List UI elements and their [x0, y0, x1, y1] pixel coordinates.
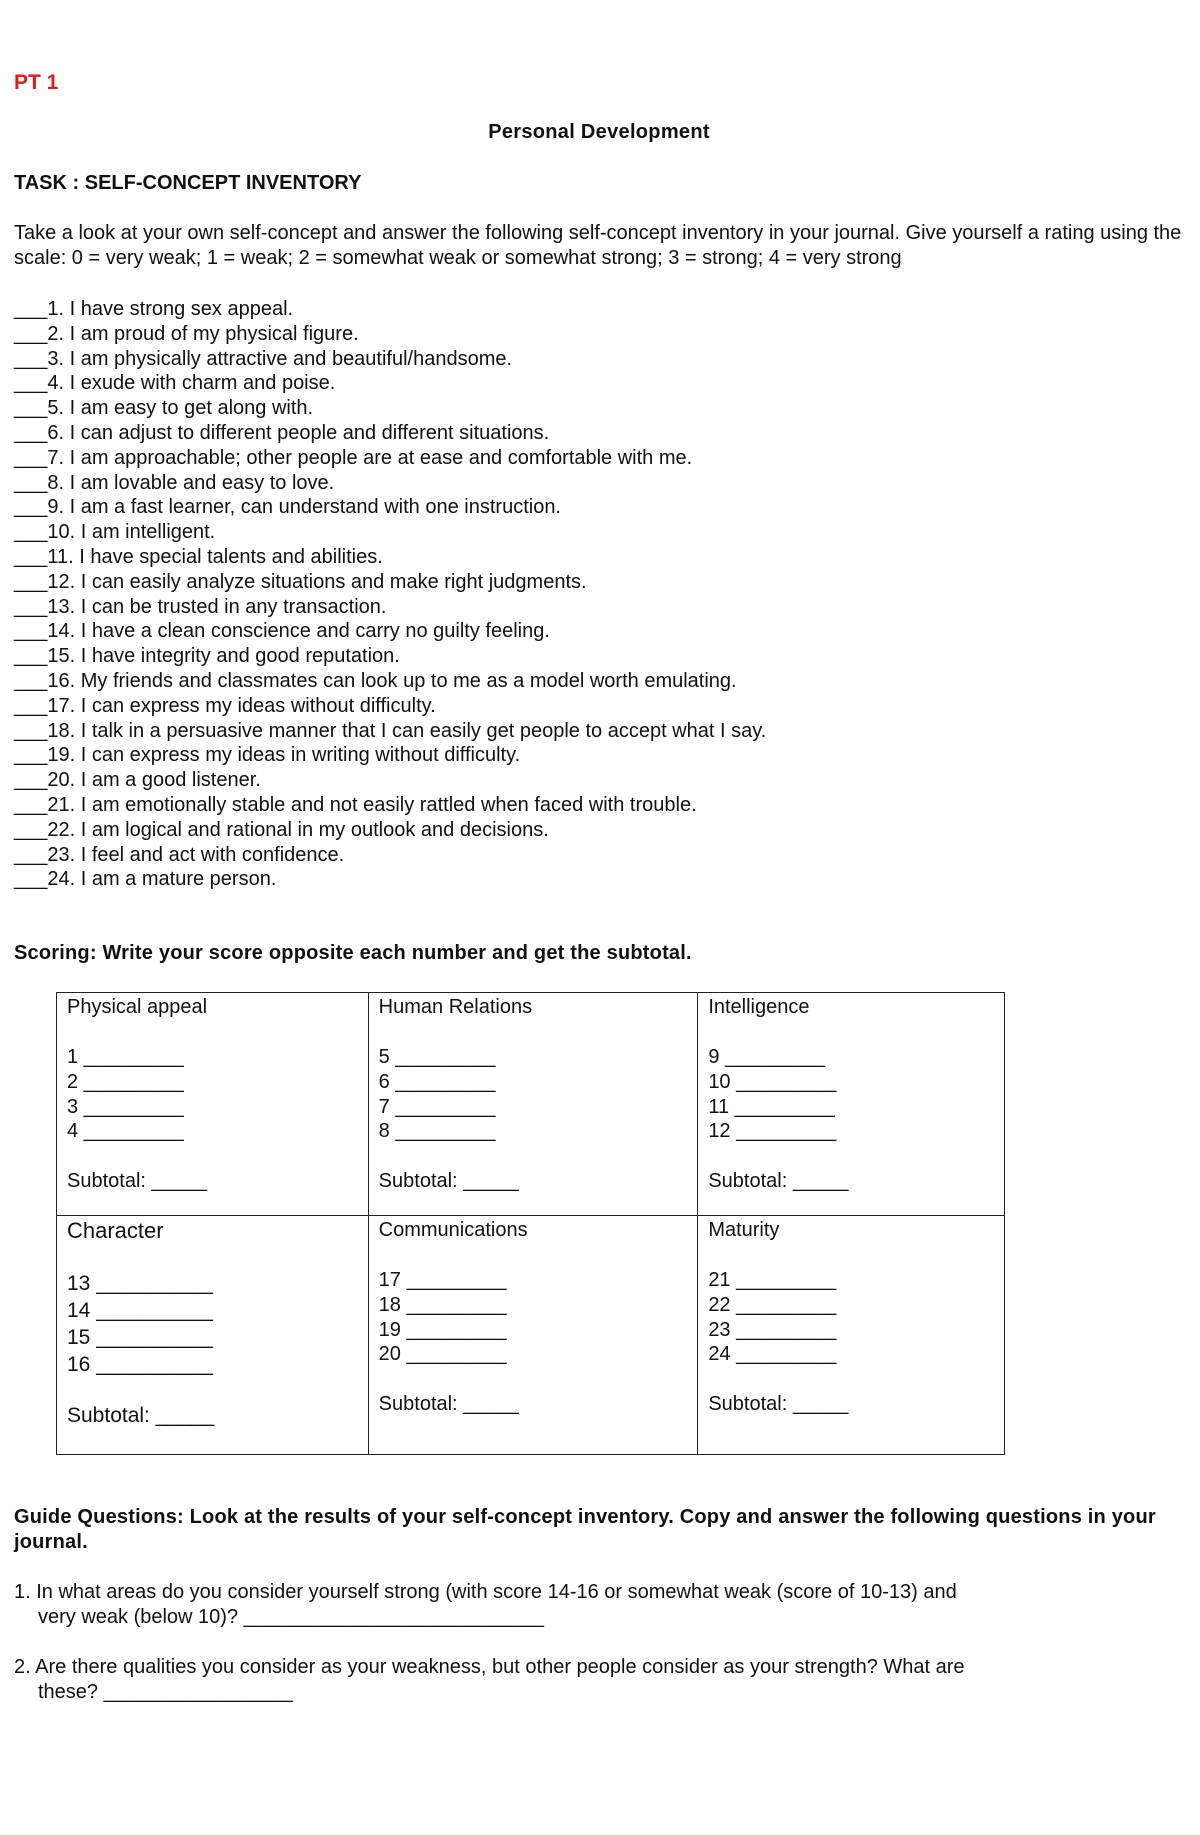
score-line: 22 _________	[708, 1293, 837, 1316]
score-line: 11 _________	[708, 1095, 835, 1118]
score-line: 6 _________	[378, 1070, 496, 1093]
score-line: 13 __________	[67, 1272, 213, 1295]
category-label: Communications	[378, 1219, 528, 1241]
scoring-cell-human-relations	[368, 993, 698, 1216]
inventory-item: ___18. I talk in a persuasive manner that I can easily get people to accept what I say.	[14, 719, 767, 742]
scoring-row	[57, 993, 1005, 1216]
category-label: Character	[67, 1218, 164, 1243]
score-line: 17 _________	[378, 1269, 507, 1291]
scoring-cell-communications	[368, 1216, 698, 1455]
inventory-item: ___9. I am a fast learner, can understand with one instruction.	[14, 496, 561, 519]
inventory-item: ___11. I have special talents and abilities.	[14, 545, 383, 568]
scoring-row	[57, 1216, 1005, 1455]
category-label: Human Relations	[378, 996, 533, 1018]
inventory-item: ___21. I am emotionally stable and not easily rattled when faced with trouble.	[14, 793, 697, 816]
score-line: 2 _________	[67, 1070, 184, 1093]
score-line: 5 _________	[378, 1046, 496, 1068]
category-label: Maturity	[708, 1219, 780, 1241]
scoring-cell-character	[57, 1216, 369, 1455]
guide-question	[14, 1580, 1074, 1630]
score-line: 9 _________	[708, 1046, 826, 1068]
inventory-item: ___13. I can be trusted in any transaction.	[14, 595, 387, 618]
subtotal-line: Subtotal: _____	[378, 1393, 519, 1416]
inventory-item: ___17. I can express my ideas without difficulty.	[14, 694, 436, 717]
score-line: 14 __________	[67, 1299, 213, 1322]
guide-question	[14, 1655, 1074, 1705]
score-line: 1 _________	[67, 1046, 184, 1068]
inventory-item: ___4. I exude with charm and poise.	[14, 372, 336, 395]
score-line: 24 _________	[708, 1343, 837, 1366]
inventory-item: ___10. I am intelligent.	[14, 521, 216, 544]
guide-questions-title: Guide Questions: Look at the results of your self-concept inventory. Copy and answer the following questions in your journal.	[14, 1506, 1156, 1553]
inventory-item: ___20. I am a good listener.	[14, 769, 261, 792]
score-line: 10 _________	[708, 1070, 837, 1093]
score-line: 15 __________	[67, 1326, 213, 1349]
scoring-cell-intelligence	[698, 993, 1005, 1216]
inventory-item: ___5. I am easy to get along with.	[14, 397, 314, 420]
scoring-table	[56, 992, 1005, 1455]
performance-task-label: PT 1	[14, 71, 59, 94]
question-line: 2. Are there qualities you consider as your weakness, but other people consider as your strength? What are	[14, 1656, 965, 1678]
question-continuation: these? _________________	[38, 1681, 293, 1703]
score-line: 20 _________	[378, 1343, 507, 1366]
scoring-cell-maturity	[698, 1216, 1005, 1455]
inventory-item: ___24. I am a mature person.	[14, 868, 277, 891]
inventory-item: ___16. My friends and classmates can look up to me as a model worth emulating.	[14, 669, 737, 692]
scoring-instructions: Scoring: Write your score opposite each number and get the subtotal.	[14, 942, 692, 964]
inventory-item: ___14. I have a clean conscience and carry no guilty feeling.	[14, 620, 550, 643]
inventory-list	[14, 297, 766, 892]
score-line: 3 _________	[67, 1095, 184, 1118]
inventory-item: ___15. I have integrity and good reputation.	[14, 645, 400, 668]
scoring-cell-physical-appeal	[57, 993, 369, 1216]
inventory-item: ___23. I feel and act with confidence.	[14, 843, 345, 866]
score-line: 19 _________	[378, 1318, 507, 1341]
inventory-item: ___2. I am proud of my physical figure.	[14, 322, 359, 345]
inventory-item: ___12. I can easily analyze situations and make right judgments.	[14, 570, 587, 593]
subtotal-line: Subtotal: _____	[378, 1170, 519, 1193]
inventory-item: ___7. I am approachable; other people are at ease and comfortable with me.	[14, 446, 693, 469]
inventory-item: ___8. I am lovable and easy to love.	[14, 471, 335, 494]
subtotal-line: Subtotal: _____	[708, 1170, 849, 1193]
inventory-item: ___3. I am physically attractive and beautiful/handsome.	[14, 347, 513, 370]
question-continuation: very weak (below 10)? ___________________________	[38, 1606, 544, 1628]
instructions-paragraph: Take a look at your own self-concept and answer the following self-concept inventory in your journal. Give yourself a rating using the scale: 0 = very weak; 1 = weak; 2 = somewhat weak or somewhat strong; 3 = strong; 4 = very strong	[14, 222, 1182, 269]
subtotal-line: Subtotal: _____	[708, 1393, 849, 1416]
subtotal-line: Subtotal: _____	[67, 1170, 208, 1193]
subtotal-line: Subtotal: _____	[67, 1404, 215, 1427]
score-line: 8 _________	[378, 1120, 496, 1143]
score-line: 21 _________	[708, 1269, 837, 1291]
score-line: 7 _________	[378, 1095, 496, 1118]
question-line: 1. In what areas do you consider yourself strong (with score 14-16 or somewhat weak (score of 10-13) and	[14, 1581, 957, 1603]
score-line: 18 _________	[378, 1293, 507, 1316]
score-line: 12 _________	[708, 1120, 837, 1143]
inventory-item: ___22. I am logical and rational in my outlook and decisions.	[14, 818, 549, 841]
inventory-item: ___19. I can express my ideas in writing without difficulty.	[14, 744, 521, 767]
score-line: 4 _________	[67, 1120, 184, 1143]
subject-title: Personal Development	[488, 121, 710, 143]
inventory-item: ___1. I have strong sex appeal.	[14, 298, 294, 320]
category-label: Intelligence	[708, 996, 810, 1018]
score-line: 16 __________	[67, 1353, 213, 1376]
task-title: TASK : SELF-CONCEPT INVENTORY	[14, 172, 362, 194]
score-line: 23 _________	[708, 1318, 837, 1341]
category-label: Physical appeal	[67, 996, 208, 1018]
inventory-item: ___6. I can adjust to different people and different situations.	[14, 421, 550, 444]
